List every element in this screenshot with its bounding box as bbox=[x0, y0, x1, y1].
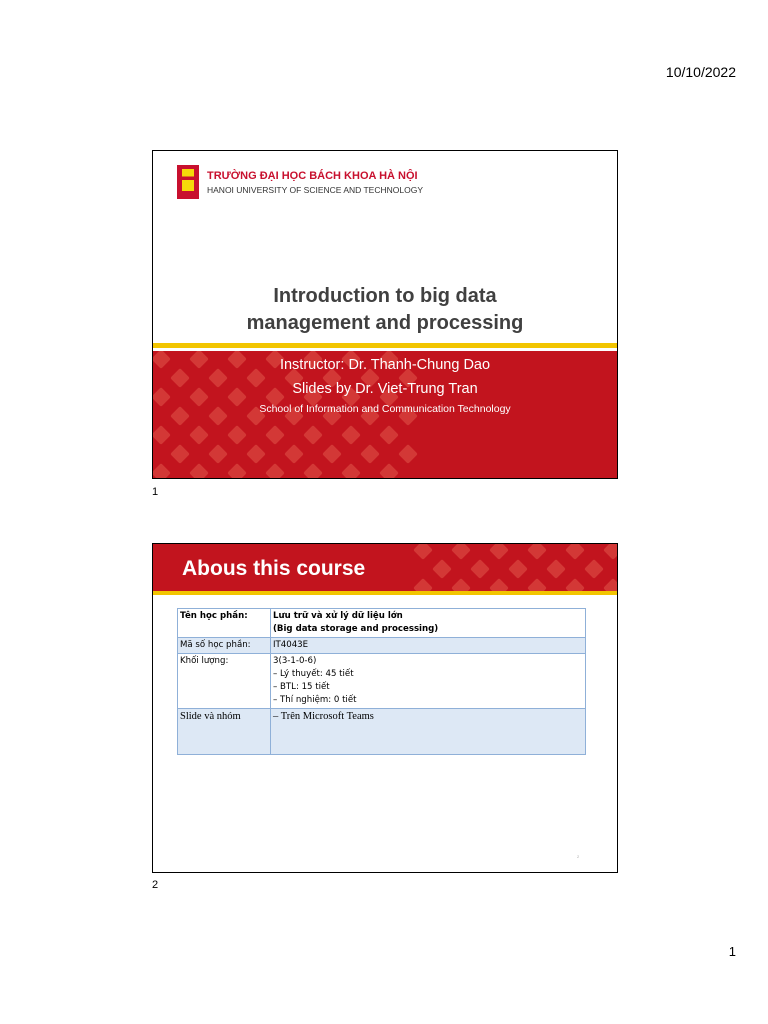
diamond-shape bbox=[527, 578, 547, 591]
diamond-shape bbox=[189, 425, 209, 445]
university-name-en: HANOI UNIVERSITY OF SCIENCE AND TECHNOLOGY bbox=[207, 185, 424, 195]
course-name-vn: Lưu trữ và xử lý dữ liệu lớn bbox=[273, 611, 403, 621]
code-value: IT4043E bbox=[271, 638, 586, 654]
diamond-shape bbox=[341, 463, 361, 478]
table-row bbox=[178, 609, 586, 638]
diamond-shape bbox=[208, 444, 228, 464]
diamond-shape bbox=[413, 544, 433, 560]
slide-group-value: – Trên Microsoft Teams bbox=[273, 710, 583, 723]
diamond-shape bbox=[379, 463, 399, 478]
volume-item: – Thí nghiệm: 0 tiết bbox=[273, 694, 583, 707]
school-text: School of Information and Communication Technology bbox=[259, 403, 511, 415]
diamond-shape bbox=[565, 544, 585, 560]
diamond-shape bbox=[153, 425, 171, 445]
diamond-shape bbox=[360, 444, 380, 464]
slide-number-1: 1 bbox=[152, 486, 159, 498]
title-line-2: management and processing bbox=[246, 312, 524, 334]
diamond-shape bbox=[341, 425, 361, 445]
inner-page-number: 2 bbox=[577, 854, 580, 859]
volume-item: – BTL: 15 tiết bbox=[273, 681, 583, 694]
diamond-shape bbox=[227, 463, 247, 478]
document-date: 10/10/2022 bbox=[665, 64, 736, 80]
slide-group-cell bbox=[271, 709, 586, 755]
diamond-shape bbox=[413, 578, 433, 591]
header-diamond-pattern bbox=[413, 544, 617, 591]
diamond-shape bbox=[489, 544, 509, 560]
diamond-shape bbox=[489, 578, 509, 591]
instructor-text: Instructor: Dr. Thanh-Chung Dao bbox=[279, 357, 491, 373]
volume-item: – Lý thuyết: 45 tiết bbox=[273, 668, 583, 681]
yellow-divider bbox=[153, 343, 617, 348]
diamond-shape bbox=[246, 444, 266, 464]
diamond-shape bbox=[527, 544, 547, 560]
diamond-shape bbox=[322, 444, 342, 464]
course-name-en: (Big data storage and processing) bbox=[273, 624, 439, 634]
diamond-shape bbox=[451, 544, 471, 560]
table-row bbox=[178, 654, 586, 709]
diamond-shape bbox=[565, 578, 585, 591]
volume-cell bbox=[271, 654, 586, 709]
code-label: Mã số học phần: bbox=[178, 638, 271, 654]
title-line-1: Introduction to big data bbox=[273, 285, 497, 307]
diamond-shape bbox=[303, 463, 323, 478]
slide-number-2: 2 bbox=[152, 879, 159, 891]
volume-label: Khối lượng: bbox=[178, 654, 271, 709]
diamond-shape bbox=[265, 425, 285, 445]
diamond-shape bbox=[379, 425, 399, 445]
diamond-shape bbox=[584, 559, 604, 579]
diamond-shape bbox=[508, 559, 528, 579]
diamond-shape bbox=[603, 544, 617, 560]
table-row bbox=[178, 638, 586, 654]
slide-title: Abous this course bbox=[182, 557, 366, 580]
university-name-vn: TRƯỜNG ĐẠI HỌC BÁCH KHOA HÀ NỘI bbox=[207, 170, 418, 182]
slide-title bbox=[153, 283, 617, 337]
diamond-shape bbox=[284, 444, 304, 464]
diamond-shape bbox=[546, 559, 566, 579]
diamond-shape bbox=[227, 425, 247, 445]
yellow-divider bbox=[153, 591, 617, 595]
slide-group-label: Slide và nhóm bbox=[178, 709, 271, 755]
diamond-shape bbox=[451, 578, 471, 591]
diamond-shape bbox=[153, 463, 171, 478]
diamond-shape bbox=[170, 444, 190, 464]
page-number: 1 bbox=[728, 944, 736, 959]
slide-1-thumbnail bbox=[152, 150, 618, 479]
slide-2-thumbnail bbox=[152, 543, 618, 873]
diamond-shape bbox=[189, 463, 209, 478]
course-name-label: Tên học phần: bbox=[178, 609, 271, 638]
diamond-shape bbox=[432, 559, 452, 579]
course-info-table bbox=[177, 608, 586, 755]
university-logo bbox=[177, 165, 199, 199]
diamond-shape bbox=[470, 559, 490, 579]
diamond-shape bbox=[398, 444, 418, 464]
table-row bbox=[178, 709, 586, 755]
diamond-shape bbox=[303, 425, 323, 445]
diamond-shape bbox=[603, 578, 617, 591]
volume-value: 3(3-1-0-6) bbox=[273, 656, 317, 666]
diamond-shape bbox=[265, 463, 285, 478]
slides-by-text: Slides by Dr. Viet-Trung Tran bbox=[292, 381, 478, 397]
course-name-cell bbox=[271, 609, 586, 638]
